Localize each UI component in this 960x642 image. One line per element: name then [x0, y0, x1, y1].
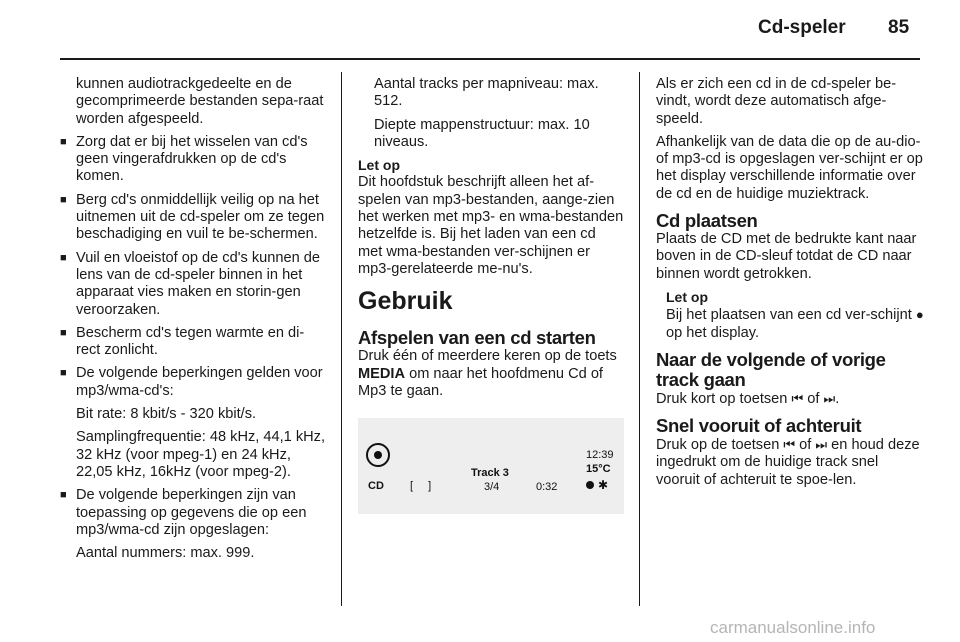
- fast-forward-text: [656, 436, 924, 489]
- page-number: 85: [888, 17, 910, 38]
- sampling-text: Samplingfrequentie: 48 kHz, 44,1 kHz, 32 kHz (voor mpeg-1) en 24 kHz, 22,05 kHz, 16kHz (voor mpeg-2).: [76, 429, 326, 480]
- fast-forward-icon: ⏭: [815, 437, 828, 453]
- bullet-item: ■ Bescherm cd's tegen warmte en di-rect zonlicht.: [60, 325, 326, 360]
- display-source: CD: [368, 480, 384, 493]
- display-track: Track 3: [471, 467, 509, 480]
- play-text: Druk één of meerdere keren op de toets: [358, 348, 617, 365]
- bullet-item: ■ Vuil en vloeistof op de cd's kunnen de lens van de cd-speler binnen in het apparaat vies maken en storin-gen veroorzaken.: [60, 250, 326, 319]
- display-track-number: 3/4: [484, 481, 500, 494]
- display-elapsed: 0:32: [536, 481, 558, 494]
- bluetooth-icon: ✱: [598, 478, 609, 493]
- instruction-text: Druk kort op toetsen: [656, 390, 788, 407]
- track-limit-text: Aantal nummers: max. 999.: [76, 545, 255, 562]
- cd-indicator-icon: ●: [915, 307, 924, 323]
- note-text: Dit hoofdstuk beschrijft alleen het af-spelen van mp3-bestanden, aange-zien het werken met mp3- en wma-bestanden hetzelfde is. Bij het laden van een cd met wma-bestanden ver-schijnen er mp3-gerelateerde me-nu's.: [358, 174, 624, 277]
- instruction-text: en houd deze ingedrukt om de huidige track snel vooruit of achteruit te spoe-len.: [656, 437, 920, 488]
- note-text-part: op het display.: [666, 324, 760, 341]
- section-heading: Gebruik: [358, 287, 453, 316]
- insert-text: Plaats de CD met de bedrukte kant naar boven in de CD-sleuf totdat de CD naar binnen wordt getrokken.: [656, 231, 917, 282]
- display-temperature: 15°C: [586, 463, 611, 476]
- auto-play-text: Als er zich een cd in de cd-speler be-vindt, wordt deze automatisch afge-speeld.: [656, 76, 897, 127]
- column-3: [656, 76, 924, 495]
- column-divider: [639, 72, 640, 606]
- or-text: of: [807, 390, 820, 407]
- subsection-heading: Afspelen van een cd starten: [358, 327, 596, 349]
- display-info-text: Afhankelijk van de data die op de au-dio- of mp3-cd is opgeslagen ver-schijnt er op het display verschillende informatie over de cd en de huidige muziektrack.: [656, 133, 923, 202]
- bullet-item: ■ De volgende beperkingen zijn van toepassing op gegevens die op een mp3/wma-cd zijn opgeslagen:: [60, 487, 326, 539]
- insert-heading: Cd plaatsen: [656, 210, 758, 232]
- column-2: [358, 76, 624, 514]
- folder-depth-text: Diepte mappenstructuur: max. 10 niveaus.: [374, 116, 590, 150]
- column-divider: [341, 72, 342, 606]
- note-heading: Let op: [666, 288, 708, 305]
- page-title: Cd-speler: [758, 17, 846, 38]
- fast-forward-heading: Snel vooruit of achteruit: [656, 415, 862, 437]
- watermark: carmanualsonline.info: [710, 618, 876, 637]
- rewind-icon: ⏮: [783, 437, 796, 453]
- next-track-heading: Naar de volgende of vorige track gaan: [656, 348, 886, 390]
- play-text: om naar het hoofdmenu Cd of Mp3 te gaan.: [358, 365, 603, 399]
- or-text: of: [799, 437, 812, 454]
- bullet-item: ■ Berg cd's onmiddellijk veilig op na het uitnemen uit de cd-speler om ze tegen beschadiging en vuil te be-schermen.: [60, 192, 326, 244]
- tracks-per-folder-text: Aantal tracks per mapniveau: max. 512.: [374, 76, 599, 110]
- media-key-label: MEDIA: [358, 365, 406, 382]
- display-clock: 12:39: [586, 449, 614, 462]
- note-text: [666, 306, 924, 342]
- bitrate-text: Bit rate: 8 kbit/s - 320 kbit/s.: [76, 406, 257, 423]
- play-instructions: [358, 348, 624, 400]
- display-brackets: [ ]: [410, 480, 438, 493]
- note-heading: Let op: [358, 157, 400, 174]
- note-text-part: Bij het plaatsen van een cd ver-schijnt: [666, 307, 912, 324]
- bullet-item: ■ Zorg dat er bij het wisselen van cd's geen vingerafdrukken op de cd's komen.: [60, 134, 326, 186]
- intro-text: kunnen audiotrackgedeelte en de gecomprimeerde bestanden sepa-raat worden afgespeeld.: [76, 76, 324, 127]
- column-1: [60, 76, 326, 568]
- instruction-text: Druk op de toetsen: [656, 437, 780, 454]
- cd-indicator-icon: [586, 481, 594, 489]
- next-track-text: Druk kort op toetsen ⏮ of ⏭.: [656, 390, 840, 407]
- previous-track-icon: ⏮: [791, 390, 804, 406]
- radio-display-image: [358, 418, 624, 514]
- bullet-item: ■ De volgende beperkingen gelden voor mp3/wma-cd's:: [60, 365, 326, 400]
- cd-disc-icon: [366, 443, 390, 467]
- next-track-icon: ⏭: [823, 390, 836, 406]
- header-rule: [60, 58, 920, 60]
